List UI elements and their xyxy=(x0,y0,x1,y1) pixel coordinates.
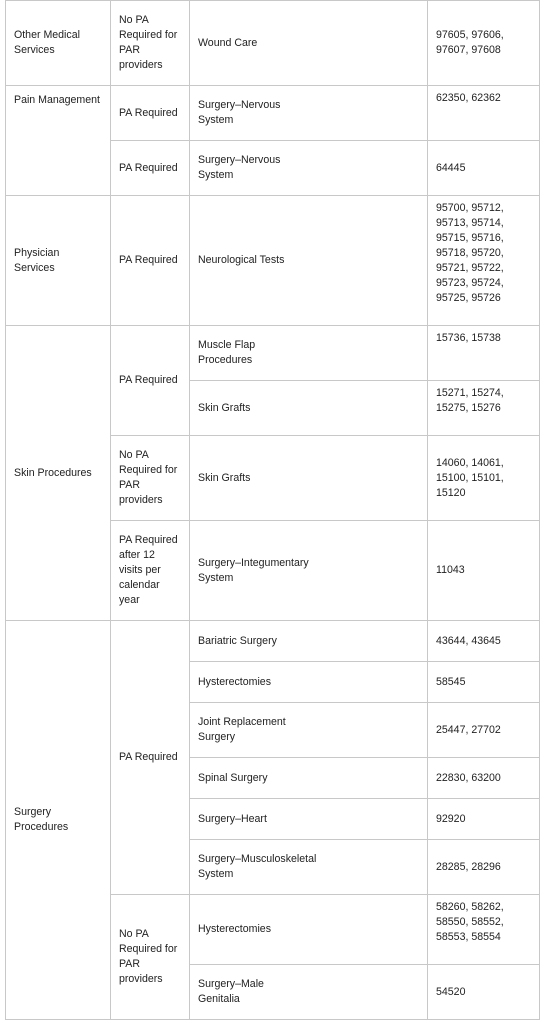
service-cell: Hysterectomies xyxy=(190,662,428,703)
service-cell: Wound Care xyxy=(190,1,428,86)
pa-requirement-cell: PA Required xyxy=(111,326,190,436)
codes-cell: 43644, 43645 xyxy=(428,621,540,662)
service-cell: Hysterectomies xyxy=(190,895,428,965)
codes-cell: 58545 xyxy=(428,662,540,703)
table-row xyxy=(6,326,540,381)
service-cell: Surgery–Musculoskeletal System xyxy=(190,840,428,895)
codes-cell: 64445 xyxy=(428,141,540,196)
service-cell: Muscle Flap Procedures xyxy=(190,326,428,381)
category-cell: Pain Management xyxy=(6,86,111,196)
table-row xyxy=(6,621,540,662)
codes-cell: 54520 xyxy=(428,965,540,1020)
category-cell: Surgery Procedures xyxy=(6,621,111,1020)
service-cell: Surgery–Male Genitalia xyxy=(190,965,428,1020)
pa-requirement-cell: PA Required xyxy=(111,621,190,895)
pa-requirement-cell: PA Required xyxy=(111,196,190,326)
table-row xyxy=(6,1,540,86)
service-cell: Skin Grafts xyxy=(190,436,428,521)
service-cell: Bariatric Surgery xyxy=(190,621,428,662)
pa-requirement-cell: PA Required xyxy=(111,141,190,196)
codes-cell: 58260, 58262, 58550, 58552, 58553, 58554 xyxy=(428,895,540,965)
codes-cell: 22830, 63200 xyxy=(428,758,540,799)
pa-requirement-cell: PA Required xyxy=(111,86,190,141)
service-cell: Surgery–Heart xyxy=(190,799,428,840)
codes-cell: 97605, 97606, 97607, 97608 xyxy=(428,1,540,86)
codes-cell: 95700, 95712, 95713, 95714, 95715, 95716, 95718, 95720, 95721, 95722, 95723, 95724, 95725, 95726 xyxy=(428,196,540,326)
codes-cell: 28285, 28296 xyxy=(428,840,540,895)
prior-authorization-table xyxy=(5,0,540,1020)
category-cell: Skin Procedures xyxy=(6,326,111,621)
service-cell: Surgery–Integumentary System xyxy=(190,521,428,621)
codes-cell: 15736, 15738 xyxy=(428,326,540,381)
service-cell: Surgery–Nervous System xyxy=(190,86,428,141)
service-cell: Joint Replacement Surgery xyxy=(190,703,428,758)
codes-cell: 15271, 15274, 15275, 15276 xyxy=(428,381,540,436)
codes-cell: 62350, 62362 xyxy=(428,86,540,141)
pa-requirement-cell: No PA Required for PAR providers xyxy=(111,436,190,521)
service-cell: Surgery–Nervous System xyxy=(190,141,428,196)
codes-cell: 14060, 14061, 15100, 15101, 15120 xyxy=(428,436,540,521)
codes-cell: 92920 xyxy=(428,799,540,840)
category-cell: Physician Services xyxy=(6,196,111,326)
category-cell: Other Medical Services xyxy=(6,1,111,86)
codes-cell: 11043 xyxy=(428,521,540,621)
pa-requirement-cell: PA Required after 12 visits per calendar year xyxy=(111,521,190,621)
pa-requirement-cell: No PA Required for PAR providers xyxy=(111,895,190,1020)
pa-requirement-cell: No PA Required for PAR providers xyxy=(111,1,190,86)
table-row xyxy=(6,196,540,326)
service-cell: Spinal Surgery xyxy=(190,758,428,799)
service-cell: Neurological Tests xyxy=(190,196,428,326)
codes-cell: 25447, 27702 xyxy=(428,703,540,758)
service-cell: Skin Grafts xyxy=(190,381,428,436)
table-row xyxy=(6,86,540,141)
